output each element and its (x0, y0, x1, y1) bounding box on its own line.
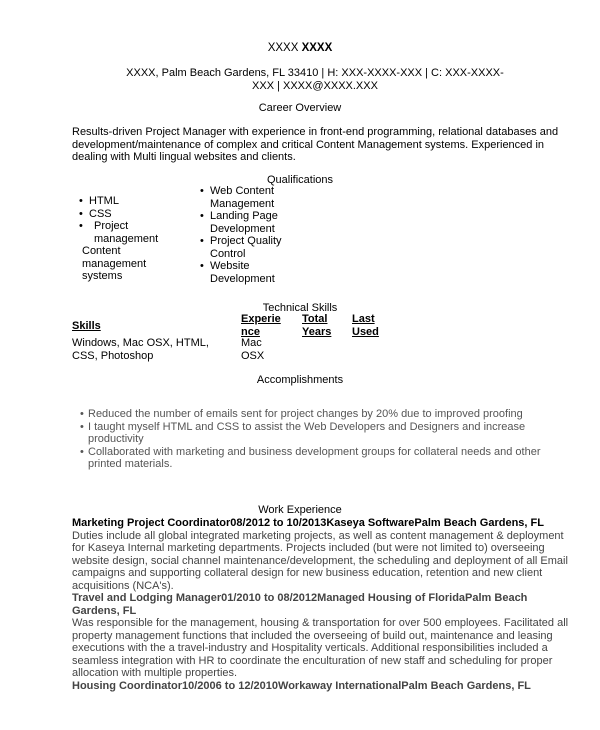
accomplishment-item: • I taught myself HTML and CSS to assist the Web Developers and Designers and increase productivity (72, 421, 562, 446)
job-title: Marketing Project Coordinator08/2012 to 10/2013Kaseya SoftwarePalm Beach Gardens, FL (72, 517, 544, 529)
qualification-item: • Project Quality Control (194, 235, 304, 260)
qualification-item: • HTML (73, 195, 173, 208)
career-overview-heading: Career Overview (258, 102, 342, 114)
qualification-item: • CSS (73, 208, 173, 221)
experience-cell: Mac OSX (241, 337, 265, 362)
qualifications-heading: Qualifications (266, 174, 334, 186)
job-description: Duties include all global integrated marketing projects, as well as content management & deployment for Kaseya Internal marketing departments. Projects included (but were not limited to) overseeing website design, social channel maintenance/development, the scheduling and deployment of all Email campaigns and supporting collateral design for new business education, retention and new client acquisitions (NCA's). (72, 529, 568, 592)
job-title: Housing Coordinator10/2006 to 12/2010Workaway InternationalPalm Beach Gardens, FL (72, 679, 531, 692)
accomplishments-list (72, 408, 562, 471)
skills-col-header: Skills (72, 320, 101, 332)
career-overview-text: Results-driven Project Manager with experience in front-end programming, relational databases and development/maintenance of complex and critical Content Management systems. Experienced in dealing with Multi lingual websites and clients. (72, 126, 559, 163)
work-experience-heading: Work Experience (258, 504, 342, 516)
contact-line-1: XXXX, Palm Beach Gardens, FL 33410 | H: XXX-XXXX-XXX | C: XXX-XXXX- (126, 67, 504, 79)
contact-line-2: XXX | XXXX@XXXX.XXX (252, 79, 378, 92)
contact-info (110, 67, 520, 92)
job-title: Travel and Lodging Manager01/2010 to 08/2012Managed Housing of FloridaPalm Beach Gardens, FL (72, 592, 528, 617)
technical-skills-heading: Technical Skills (262, 302, 338, 314)
work-experience-list (72, 517, 572, 692)
qualification-item: • Landing Page Development (194, 210, 304, 235)
accomplishment-item: • Reduced the number of emails sent for project changes by 20% due to improved proofing (72, 408, 562, 421)
name-first: XXXX (267, 42, 299, 54)
qualification-item-extra: Content management systems (82, 245, 147, 282)
job-description: Was responsible for the management, housing & transportation for over 500 employees. Facilitated all property management functions that included the overseeing of build out, maintenance and leasing executions with the a travel-industry and Hospitality verticals. Additional responsibilities included a seamless integration with HR to coordinate the enculturation of new staff and scheduling for proper allocation with multiple properties. (72, 617, 569, 679)
last-used-col-header: Last Used (352, 313, 379, 338)
total-years-col-header: Total Years (302, 313, 332, 338)
qualification-item: • Website Development (194, 260, 304, 285)
candidate-name (0, 42, 600, 55)
qualification-item: • Project management (73, 220, 173, 245)
skills-cell: Windows, Mac OSX, HTML, CSS, Photoshop (72, 337, 209, 362)
qualifications-right-list (194, 185, 304, 285)
experience-col-header: Experience (241, 313, 281, 338)
qualifications-left-list (73, 195, 173, 283)
name-last: XXXX (301, 42, 333, 54)
accomplishment-item: • Collaborated with marketing and business development groups for collateral needs and other printed materials. (72, 446, 562, 471)
qualification-item: • Web Content Management (194, 185, 304, 210)
accomplishments-heading: Accomplishments (256, 374, 344, 386)
